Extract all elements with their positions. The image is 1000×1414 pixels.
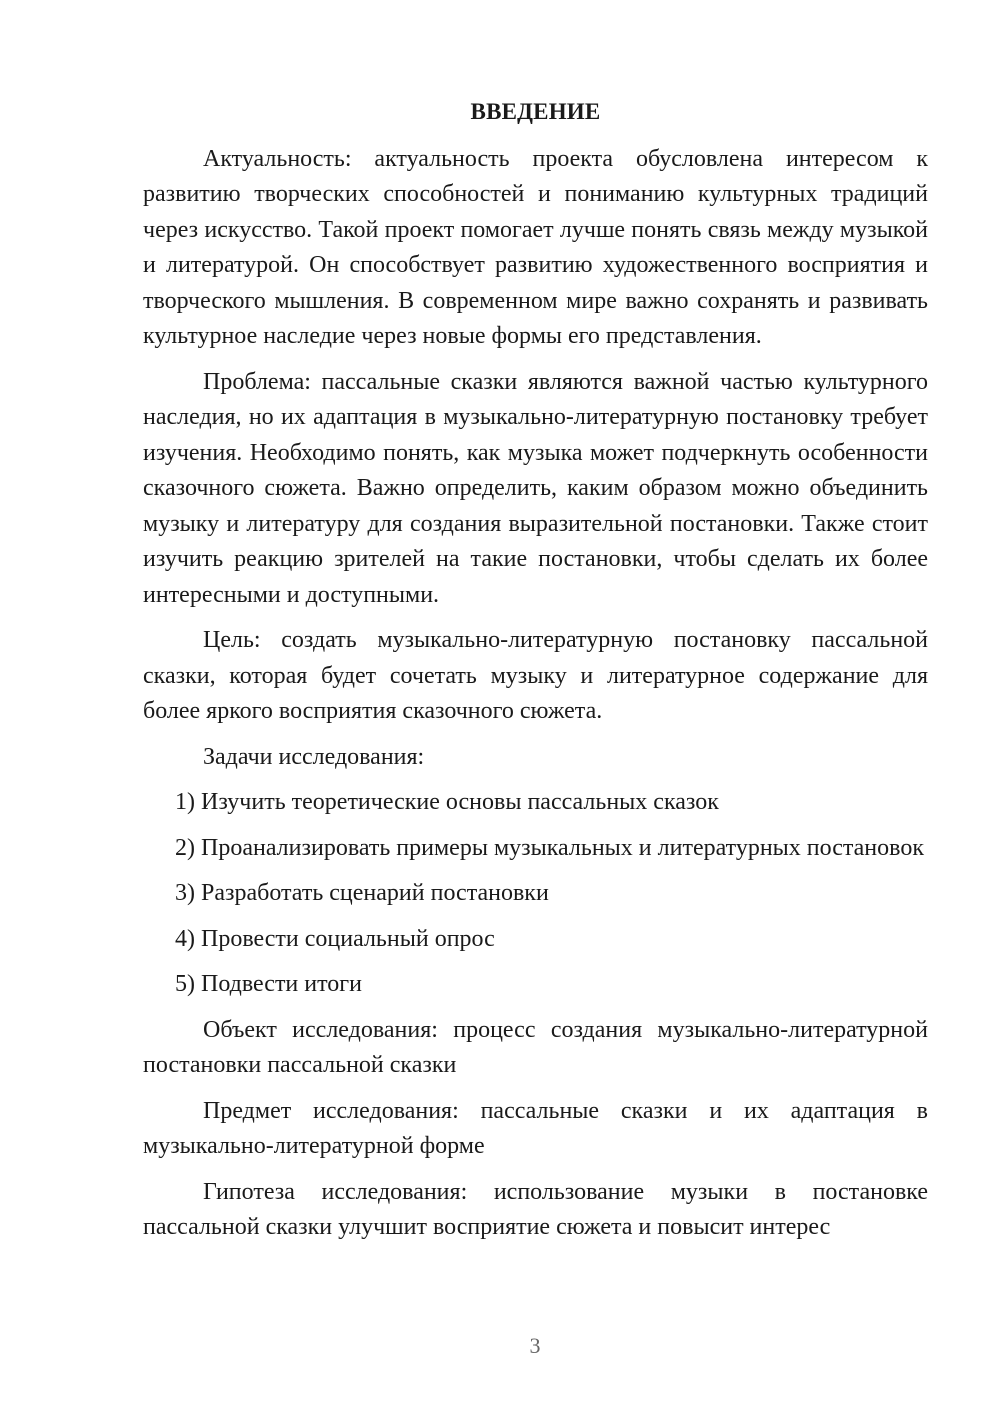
paragraph-subject: Предмет исследования: пассальные сказки и их адаптация в музыкально-литературной форме (143, 1097, 928, 1159)
page-content (143, 94, 928, 1256)
page-number: 3 (529, 1333, 541, 1358)
task-item-2: 2) Проанализировать примеры музыкальных и литературных постановок (175, 834, 924, 861)
paragraph-tasks-intro: Задачи исследования: (203, 743, 425, 770)
task-item-5: 5) Подвести итоги (175, 971, 362, 997)
section-heading: ВВЕДЕНИЕ (470, 99, 601, 124)
paragraph-problem: Проблема: пассальные сказки являются важной частью культурного наследия, но их адаптация в музыкально-литературную постановку требует изучения. Необходимо понять, как музыка может подчеркнуть особенности сказочного сюжета. Важно определить, каким образом можно объединить музыку и литературу для создания выразительной постановки. Также стоит изучить реакцию зрителей на такие постановки, чтобы сделать их более интересными и доступными. (143, 368, 928, 608)
task-item-3: 3) Разработать сценарий постановки (175, 880, 549, 906)
task-item-1: 1) Изучить теоретические основы пассальных сказок (175, 789, 719, 815)
paragraph-relevance: Актуальность: актуальность проекта обусловлена интересом к развитию творческих способностей и пониманию культурных традиций через искусство. Такой проект помогает лучше понять связь между музыкой и литературой. Он способствует развитию художественного восприятия и творческого мышления. В современном мире важно сохранять и развивать культурное наследие через новые формы его представления. (143, 145, 928, 349)
task-item-4: 4) Провести социальный опрос (175, 925, 495, 952)
paragraph-goal: Цель: создать музыкально-литературную постановку пассальной сказки, которая будет сочетать музыку и литературное содержание для более яркого восприятия сказочного сюжета. (143, 627, 928, 724)
paragraph-object: Объект исследования: процесс создания музыкально-литературной постановки пассальной сказки (143, 1016, 928, 1078)
paragraph-hypothesis: Гипотеза исследования: использование музыки в постановке пассальной сказки улучшит восприятие сюжета и повысит интерес (143, 1178, 928, 1240)
